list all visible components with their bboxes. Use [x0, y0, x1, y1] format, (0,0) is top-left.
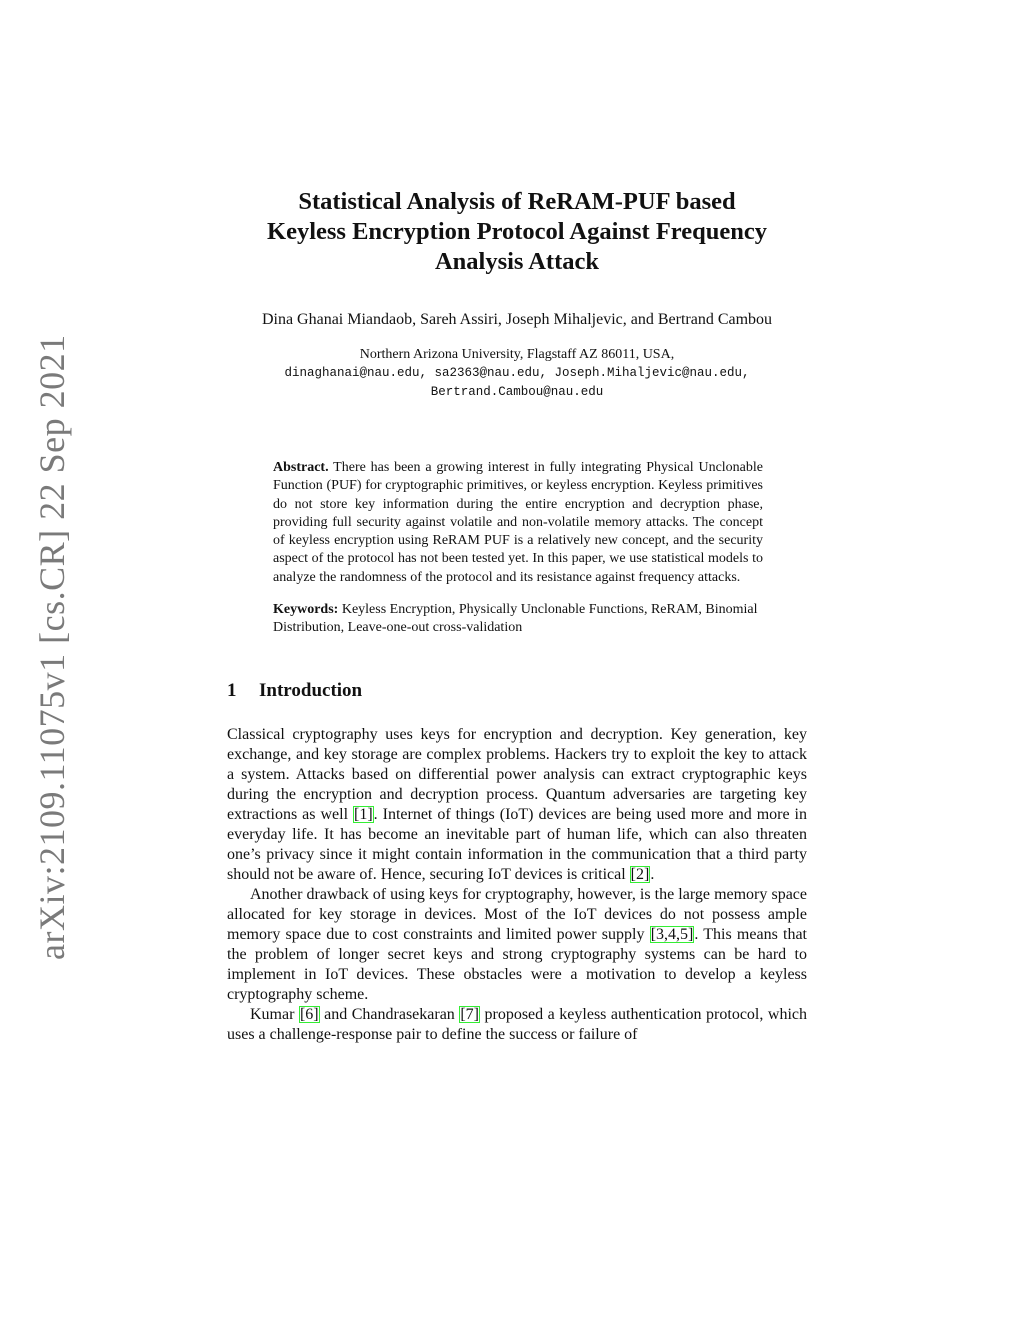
- section-heading-introduction: [227, 680, 807, 702]
- title-line: Statistical Analysis of ReRAM-PUF based: [298, 188, 736, 215]
- citation-link[interactable]: [3,4,5]: [650, 925, 694, 943]
- paragraph-text: Classical cryptography uses keys for encryption and decryption. Key generation, key exchange, and key storage are complex problems. Hackers try to exploit the key to attack a system. Attacks based on differential power analysis can extract cryptographic keys during the encryption and decryption process. Quantum adversaries are targeting key extractions as well: [227, 725, 807, 823]
- keywords-text: Keyless Encryption, Physically Unclonable Functions, ReRAM, Binomial Distribution, Leave-one-out cross-validation: [273, 602, 758, 636]
- abstract-text: There has been a growing interest in fully integrating Physical Unclonable Function (PUF) for cryptographic primitives, or keyless encryption. Keyless primitives do not store key information during the entire encryption and decryption phase, providing full security against volatile and non-volatile memory attacks. The concept of keyless encryption using ReRAM PUF is a relatively new concept, and the security aspect of the protocol has not been tested yet. In this paper, we use statistical models to analyze the randomness of the protocol and its resistance against frequency attacks.: [273, 460, 763, 585]
- section-number: 1: [227, 679, 237, 701]
- paragraph: [227, 1005, 807, 1045]
- paragraph-text: Another drawback of using keys for cryptography, however, is the large memory space allocated for key storage in devices. Most of the IoT devices do not possess ample memory space due to cost constraints and limited power supply: [227, 885, 807, 943]
- paragraph-text: Kumar: [250, 1005, 299, 1023]
- affiliation: Northern Arizona University, Flagstaff AZ 86011, USA,: [359, 347, 675, 362]
- keywords-label: Keywords:: [273, 602, 339, 618]
- title-line: Keyless Encryption Protocol Against Frequency: [267, 218, 767, 245]
- citation-link[interactable]: [1]: [354, 805, 373, 823]
- paragraph: [227, 725, 807, 885]
- abstract: [273, 459, 763, 587]
- arxiv-identifier: arXiv:2109.11075v1 [cs.CR] 22 Sep 2021: [32, 334, 72, 961]
- paper-page: [227, 180, 807, 1045]
- citation-link[interactable]: [7]: [460, 1005, 479, 1023]
- author-list: Dina Ghanai Miandaob, Sareh Assiri, Joseph Mihaljevic, and Bertrand Cambou: [261, 311, 773, 328]
- citation-link[interactable]: [2]: [630, 865, 650, 883]
- paragraph-text: proposed a keyless authentication protocol, which uses a challenge-response pair to define the success or failure of: [227, 1005, 807, 1043]
- abstract-label: Abstract.: [273, 460, 329, 475]
- citation-link[interactable]: [6]: [299, 1005, 319, 1023]
- introduction-body: [227, 725, 807, 1045]
- paragraph-text: . This means that the problem of longer secret keys and strong cryptography systems can be hard to implement in IoT devices. These obstacles were a motivation to develop a keyless cryptography scheme.: [227, 925, 807, 1003]
- section-title: Introduction: [259, 679, 363, 701]
- author-emails: dinaghanai@nau.edu, sa2363@nau.edu, Joseph.Mihaljevic@nau.edu, Bertrand.Cambou@nau.edu: [284, 366, 750, 399]
- paragraph-text: and Chandrasekaran: [319, 1005, 460, 1023]
- paragraph-text: .: [650, 865, 655, 883]
- paper-title: [227, 187, 807, 277]
- title-line: Analysis Attack: [434, 248, 600, 275]
- keywords: [273, 601, 783, 638]
- paragraph: [227, 885, 807, 1005]
- paragraph-text: . Internet of things (IoT) devices are being used more and more in everyday life. It has become an inevitable part of human life, which can also threaten one’s privacy since it might contain information in the communication that a third party should not be aware of. Hence, securing IoT devices is critical: [227, 805, 807, 883]
